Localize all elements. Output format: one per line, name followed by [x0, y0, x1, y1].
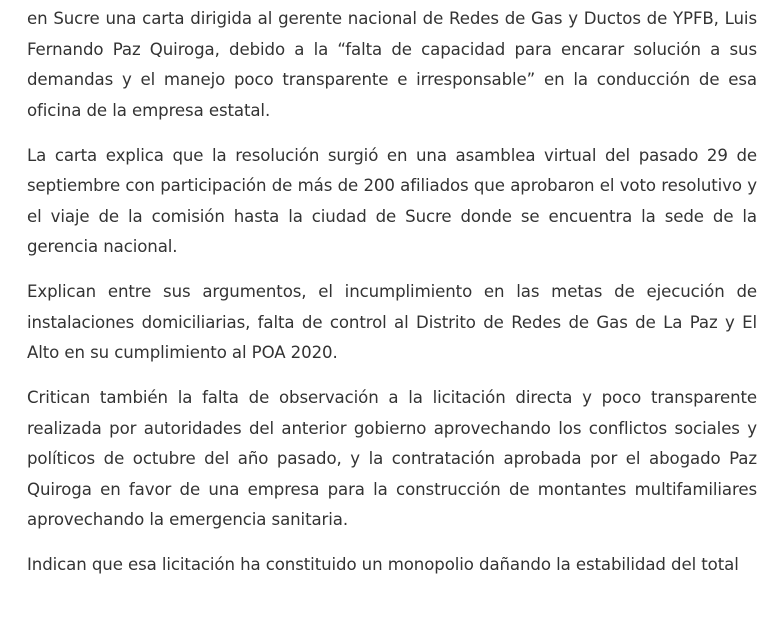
- article-paragraph: Explican entre sus argumentos, el incumplimiento en las metas de ejecución de instalaciones domiciliarias, falta de control al Distrito de Redes de Gas de La Paz y El Alto en su cumplimiento al POA 2020.: [27, 282, 757, 362]
- article-paragraph: Indican que esa licitación ha constituido un monopolio dañando la estabilidad del total: [27, 555, 739, 574]
- article-paragraph: en Sucre una carta dirigida al gerente nacional de Redes de Gas y Ductos de YPFB, Luis Fernando Paz Quiroga, debido a la “falta de capacidad para encarar solución a sus demandas y el manejo poco transparente e irresponsable” en la conducción de esa oficina de la empresa estatal.: [27, 9, 757, 120]
- article-paragraph: La carta explica que la resolución surgió en una asamblea virtual del pasado 29 de septiembre con participación de más de 200 afiliados que aprobaron el voto resolutivo y el viaje de la comisión hasta la ciudad de Sucre donde se encuentra la sede de la gerencia nacional.: [27, 145, 757, 256]
- article-body: [27, 0, 757, 595]
- article-paragraph: Critican también la falta de observación a la licitación directa y poco transparente realizada por autoridades del anterior gobierno aprovechando los conflictos sociales y políticos de octubre del año pasado, y la contratación aprobada por el abogado Paz Quiroga en favor de una empresa para la construcción de montantes multifamiliares aprovechando la emergencia sanitaria.: [27, 388, 757, 529]
